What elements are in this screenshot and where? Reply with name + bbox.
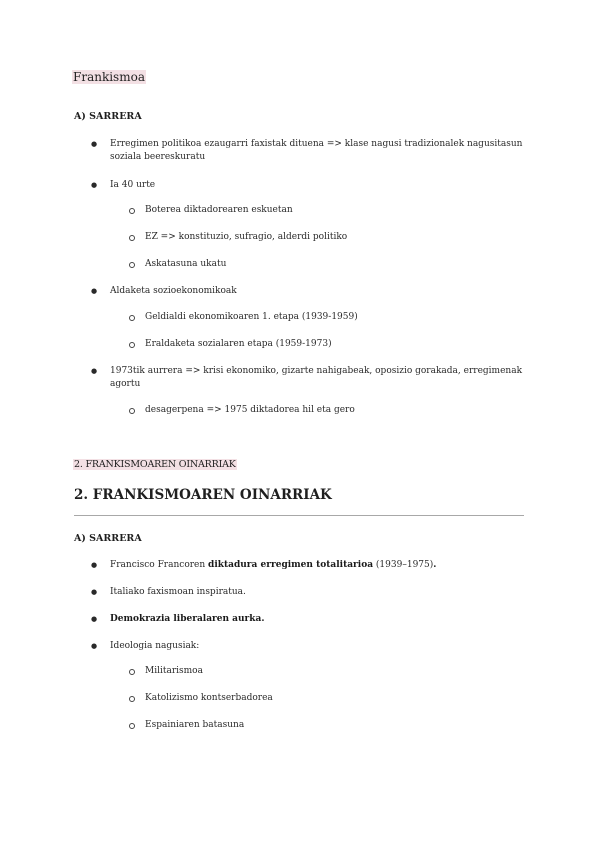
- circle-bullet-icon: [129, 342, 135, 348]
- sub-list-item: Boterea diktadorearen eskuetan: [145, 205, 293, 215]
- bullet-icon: ●: [91, 181, 98, 189]
- subsection-heading-sarrera: A) SARRERA: [74, 533, 142, 544]
- bullet-icon: ●: [91, 287, 98, 295]
- sub-list-item: Eraldaketa sozialaren etapa (1959-1973): [145, 339, 332, 349]
- section-heading-oinarriak: 2. FRANKISMOAREN OINARRIAK: [74, 487, 332, 503]
- sub-list-item: Espainiaren batasuna: [145, 720, 245, 730]
- list-item-text: Francisco Francoren: [110, 560, 209, 570]
- list-item: Italiako faxismoan inspiratua.: [110, 587, 246, 597]
- bullet-icon: ●: [91, 642, 98, 650]
- horizontal-divider: [74, 515, 524, 516]
- circle-bullet-icon: [129, 723, 135, 729]
- circle-bullet-icon: [129, 669, 135, 675]
- section-heading-sarrera: A) SARRERA: [74, 111, 142, 122]
- sub-list-item: Geldialdi ekonomikoaren 1. etapa (1939-1959): [145, 312, 358, 322]
- list-item-bold-text: .: [433, 560, 437, 570]
- sub-list-item: EZ => konstituzio, sufragio, alderdi politiko: [145, 232, 348, 242]
- section-highlight-title: 2. FRANKISMOAREN OINARRIAK: [74, 459, 236, 470]
- list-item-continuation: soziala beereskuratu: [110, 152, 206, 162]
- circle-bullet-icon: [129, 315, 135, 321]
- list-item: 1973tik aurrera => krisi ekonomiko, gizarte nahigabeak, oposizio gorakada, erregimenak: [110, 366, 523, 376]
- list-item-continuation: agortu: [110, 379, 141, 389]
- circle-bullet-icon: [129, 696, 135, 702]
- bullet-icon: ●: [91, 615, 98, 623]
- document-title: Frankismoa: [73, 70, 145, 84]
- list-item: Aldaketa sozioekonomikoak: [110, 286, 237, 296]
- list-item: Ia 40 urte: [110, 180, 156, 190]
- circle-bullet-icon: [129, 262, 135, 268]
- list-item: [110, 559, 436, 572]
- bullet-icon: ●: [91, 561, 98, 569]
- sub-list-item: Katolizismo kontserbadorea: [145, 693, 273, 703]
- list-item-bold-text: diktadura erregimen totalitarioa: [208, 560, 374, 570]
- bullet-icon: ●: [91, 367, 98, 375]
- list-item-text: (1939–1975): [373, 560, 434, 570]
- sub-list-item: Militarismoa: [145, 666, 203, 676]
- circle-bullet-icon: [129, 208, 135, 214]
- circle-bullet-icon: [129, 235, 135, 241]
- circle-bullet-icon: [129, 408, 135, 414]
- list-item: Demokrazia liberalaren aurka.: [110, 614, 265, 624]
- list-item: Erregimen politikoa ezaugarri faxistak dituena => klase nagusi tradizionalek nagusitasun: [110, 139, 523, 149]
- sub-list-item: Askatasuna ukatu: [145, 259, 227, 269]
- sub-list-item: desagerpena => 1975 diktadorea hil eta gero: [145, 405, 355, 415]
- list-item: Ideologia nagusiak:: [110, 641, 200, 651]
- bullet-icon: ●: [91, 588, 98, 596]
- bullet-icon: ●: [91, 140, 98, 148]
